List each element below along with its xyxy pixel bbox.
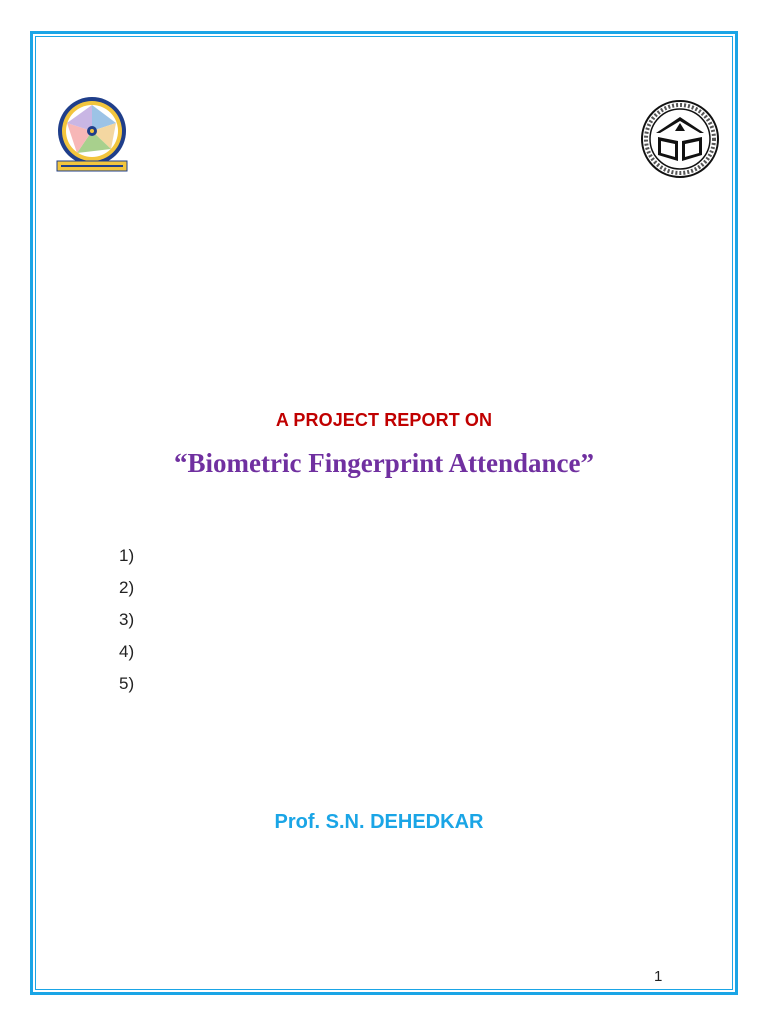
member-item: 1) [119, 546, 135, 565]
page-border-inner [35, 36, 733, 990]
report-heading: A PROJECT REPORT ON [275, 410, 493, 430]
member-list [119, 542, 134, 702]
member-item: 2) [119, 578, 135, 597]
guide-name: Prof. S.N. DEHEDKAR [274, 811, 484, 833]
member-item: 3) [119, 610, 135, 629]
page-number: 1 [654, 968, 663, 985]
report-title: “Biometric Fingerprint Attendance” [174, 448, 594, 478]
member-item: 4) [119, 642, 135, 661]
college-emblem-icon [53, 95, 131, 175]
member-item: 5) [119, 674, 135, 693]
university-emblem-icon [639, 99, 721, 179]
